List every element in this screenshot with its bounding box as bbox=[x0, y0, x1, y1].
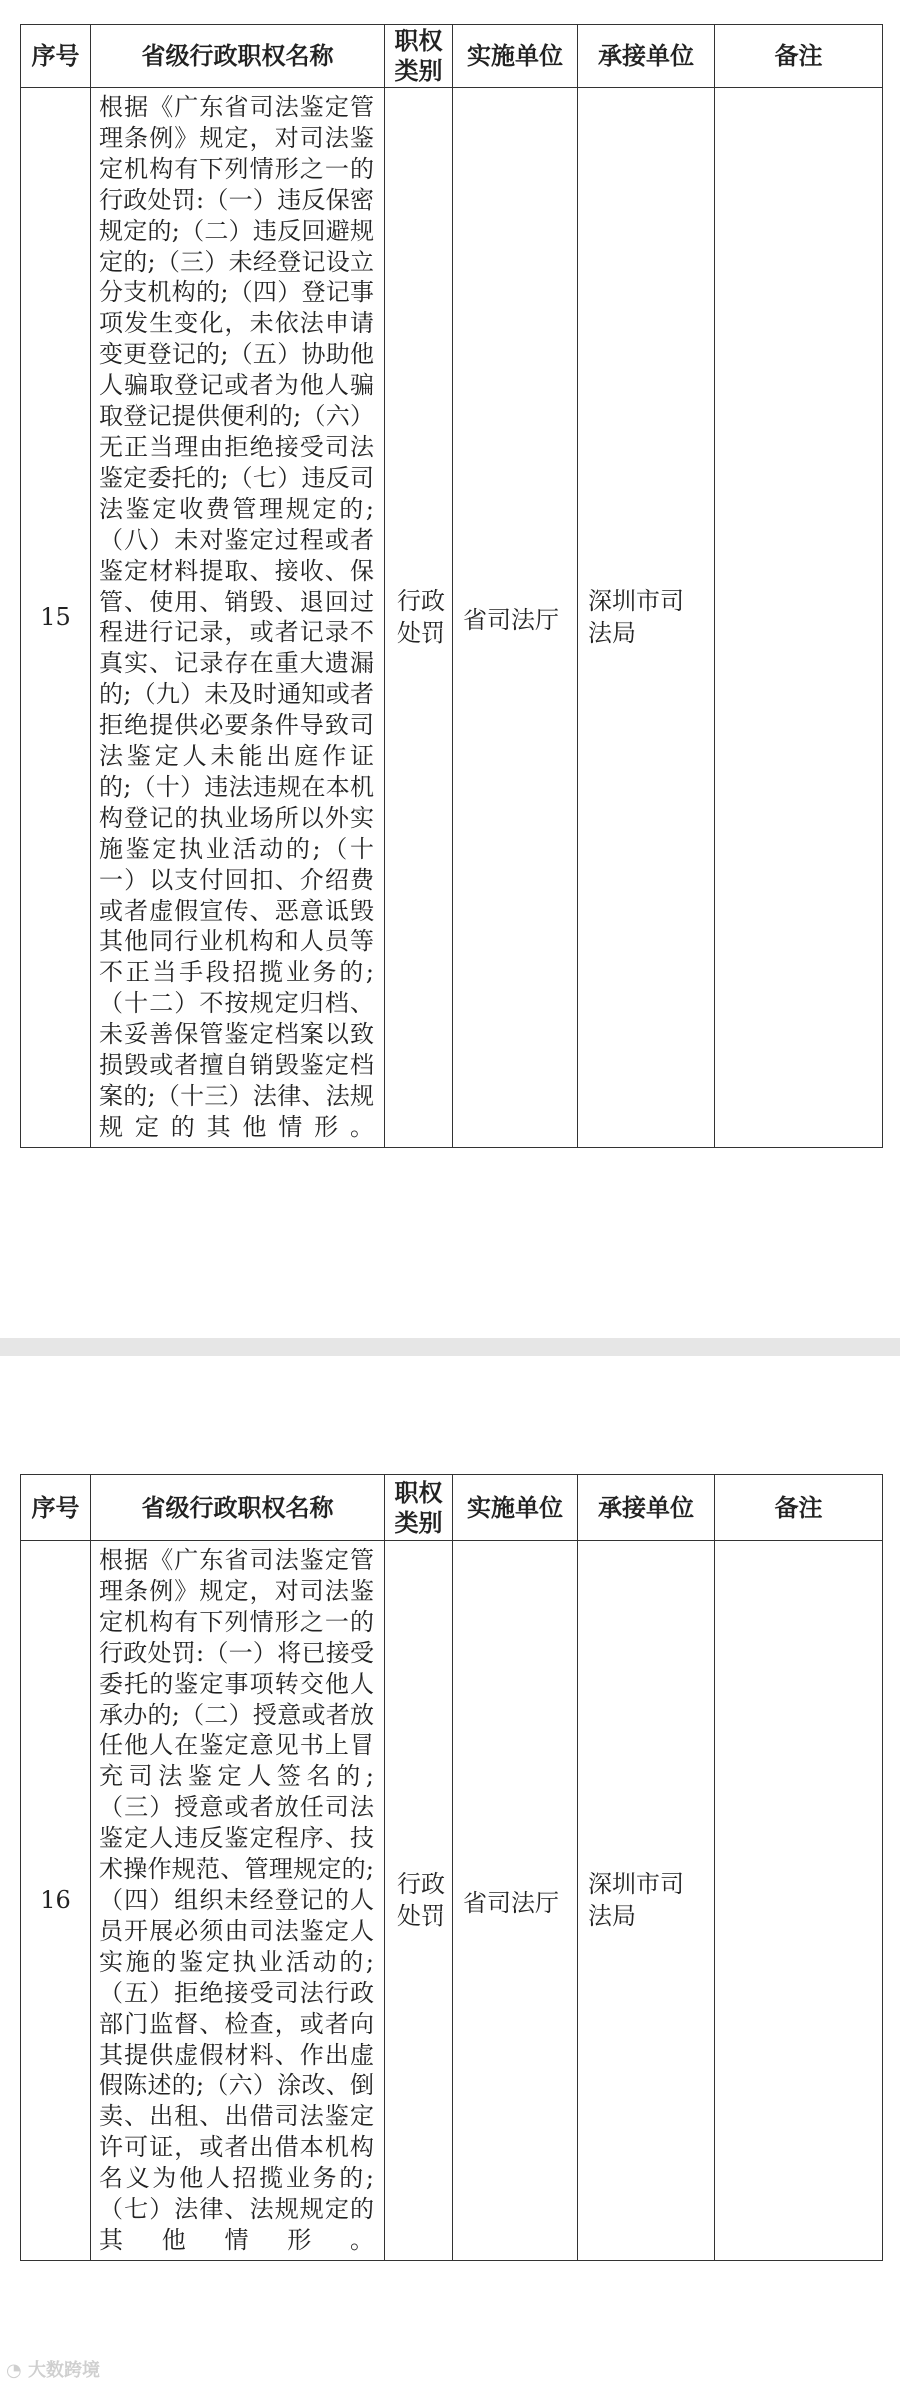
category-line: 处罚 bbox=[397, 619, 445, 648]
authority-name-line: 法鉴定收费管理规定的; bbox=[99, 494, 374, 523]
authority-name-line: 名义为他人招揽业务的; bbox=[99, 2164, 374, 2193]
authority-name-line: （三）授意或者放任司法 bbox=[99, 1793, 374, 1822]
authority-name-line: 鉴定材料提取、接收、保 bbox=[99, 556, 374, 585]
authority-name-line: 分支机构的;（四）登记事 bbox=[99, 278, 374, 307]
category-line: 行政 bbox=[397, 1870, 445, 1899]
header-cell: 备注 bbox=[715, 25, 883, 88]
authority-name-line: 损毁或者擅自销毁鉴定档 bbox=[99, 1051, 374, 1080]
authority-name-line: 定机构有下列情形之一的 bbox=[99, 1607, 374, 1636]
authority-name-line: （八）未对鉴定过程或者 bbox=[99, 525, 374, 554]
authority-name-line: 程进行记录，或者记录不 bbox=[99, 618, 374, 647]
authority-name-line: 许可证，或者出借本机构 bbox=[99, 2133, 374, 2162]
authority-name-line: 的;（十）违法违规在本机 bbox=[99, 772, 374, 801]
authority-name-line: 一）以支付回扣、介绍费 bbox=[99, 865, 374, 894]
category-line: 行政 bbox=[397, 587, 445, 616]
header-cell: 备注 bbox=[715, 1475, 883, 1541]
authority-name-line: 案的;（十三）法律、法规 bbox=[99, 1082, 374, 1110]
authority-name-line: 行政处罚:（一）违反保密 bbox=[99, 185, 374, 214]
header-cell: 承接单位 bbox=[578, 1475, 715, 1541]
authority-category bbox=[385, 88, 453, 1148]
authority-name-line: 假陈述的;（六）涂改、倒 bbox=[99, 2071, 374, 2100]
authority-name-line: 理条例》规定，对司法鉴 bbox=[99, 1576, 374, 1605]
receiver-line: 法局 bbox=[588, 619, 636, 648]
authority-name-line: 未妥善保管鉴定档案以致 bbox=[99, 1020, 374, 1049]
authority-name-line: 鉴定人违反鉴定程序、技 bbox=[99, 1824, 374, 1853]
authority-name-line: 规定的;（二）违反回避规 bbox=[99, 216, 374, 245]
receiver-line: 法局 bbox=[588, 1902, 636, 1931]
authority-name-line: 根据《广东省司法鉴定管 bbox=[99, 1546, 374, 1574]
authority-name-line: 项发生变化，未依法申请 bbox=[99, 309, 374, 338]
row-number: 15 bbox=[21, 88, 91, 1148]
authority-name-line: 卖、出租、出借司法鉴定 bbox=[99, 2102, 374, 2131]
note bbox=[715, 88, 883, 1148]
authority-name-line: 员开展必须由司法鉴定人 bbox=[99, 1916, 374, 1945]
note bbox=[715, 1541, 883, 2261]
receiving-unit bbox=[578, 1541, 715, 2261]
authority-name-line: 任他人在鉴定意见书上冒 bbox=[99, 1731, 374, 1760]
table-row bbox=[21, 88, 883, 1148]
authority-name-line: 或者虚假宣传、恶意诋毁 bbox=[99, 896, 374, 925]
implementing-unit: 省司法厅 bbox=[453, 88, 578, 1148]
authority-name-line: 实施的鉴定执业活动的; bbox=[99, 1947, 374, 1976]
authority-name-line: （十二）不按规定归档、 bbox=[99, 989, 374, 1018]
header-cell: 序号 bbox=[21, 25, 91, 88]
page-separator bbox=[0, 1338, 900, 1356]
authority-name-line: 无正当理由拒绝接受司法 bbox=[99, 432, 374, 461]
authority-name-line: 变更登记的;（五）协助他 bbox=[99, 340, 374, 369]
header-cell: 序号 bbox=[21, 1475, 91, 1541]
authority-table bbox=[20, 1474, 883, 2261]
table-header-row bbox=[21, 25, 883, 88]
authority-name-line: 行政处罚:（一）将已接受 bbox=[99, 1638, 374, 1667]
authority-category bbox=[385, 1541, 453, 2261]
table-header-row bbox=[21, 1475, 883, 1541]
authority-name-line: 真实、记录存在重大遗漏 bbox=[99, 649, 374, 678]
authority-name bbox=[91, 1541, 385, 2261]
authority-name-line: 术操作规范、管理规定的; bbox=[99, 1855, 374, 1884]
authority-table bbox=[20, 24, 883, 1148]
header-cell: 省级行政职权名称 bbox=[91, 1475, 385, 1541]
header-category: 职权 类别 bbox=[385, 1475, 453, 1541]
authority-name-line: （五）拒绝接受司法行政 bbox=[99, 1978, 374, 2007]
row-number: 16 bbox=[21, 1541, 91, 2261]
header-cell: 省级行政职权名称 bbox=[91, 25, 385, 88]
table-row bbox=[21, 1541, 883, 2261]
authority-name-line: 管、使用、销毁、退回过 bbox=[99, 587, 374, 616]
watermark: ◔ 大数跨境 bbox=[6, 2360, 100, 2381]
authority-name-line: 其他情形。 bbox=[99, 2225, 374, 2254]
header-cell: 实施单位 bbox=[453, 1475, 578, 1541]
receiver-line: 深圳市司 bbox=[588, 587, 684, 616]
authority-name-line: 充司法鉴定人签名的; bbox=[99, 1762, 374, 1791]
authority-name-line: 鉴定委托的;（七）违反司 bbox=[99, 463, 374, 492]
authority-name-line: 根据《广东省司法鉴定管 bbox=[99, 93, 374, 121]
authority-name-line: 其提供虚假材料、作出虚 bbox=[99, 2040, 374, 2069]
authority-name-line: 的;（九）未及时通知或者 bbox=[99, 680, 374, 709]
authority-name-line: 构登记的执业场所以外实 bbox=[99, 803, 374, 832]
authority-name bbox=[91, 88, 385, 1148]
authority-name-line: 部门监督、检查，或者向 bbox=[99, 2009, 374, 2038]
authority-name-line: 人骗取登记或者为他人骗 bbox=[99, 371, 374, 400]
authority-name-line: 其他同行业机构和人员等 bbox=[99, 927, 374, 956]
authority-name-line: 拒绝提供必要条件导致司 bbox=[99, 711, 374, 740]
authority-name-line: 定的;（三）未经登记设立 bbox=[99, 247, 374, 276]
authority-name-line: 委托的鉴定事项转交他人 bbox=[99, 1669, 374, 1698]
authority-name-line: 定机构有下列情形之一的 bbox=[99, 154, 374, 183]
authority-name-line: 承办的;（二）授意或者放 bbox=[99, 1700, 374, 1729]
authority-name-line: 不正当手段招揽业务的; bbox=[99, 958, 374, 987]
authority-name-line: 法鉴定人未能出庭作证 bbox=[99, 742, 374, 771]
header-cell: 承接单位 bbox=[578, 25, 715, 88]
authority-name-line: 施鉴定执业活动的;（十 bbox=[99, 834, 374, 863]
receiver-line: 深圳市司 bbox=[588, 1870, 684, 1899]
authority-name-line: （四）组织未经登记的人 bbox=[99, 1885, 374, 1914]
authority-name-line: 理条例》规定，对司法鉴 bbox=[99, 123, 374, 152]
header-cell: 实施单位 bbox=[453, 25, 578, 88]
implementing-unit: 省司法厅 bbox=[453, 1541, 578, 2261]
authority-name-line: （七）法律、法规规定的 bbox=[99, 2195, 374, 2224]
authority-name-line: 取登记提供便利的;（六） bbox=[99, 402, 374, 431]
header-category: 职权类别 bbox=[385, 25, 453, 88]
receiving-unit bbox=[578, 88, 715, 1148]
category-line: 处罚 bbox=[397, 1902, 445, 1931]
authority-name-line: 规定的其他情形。 bbox=[99, 1112, 374, 1141]
